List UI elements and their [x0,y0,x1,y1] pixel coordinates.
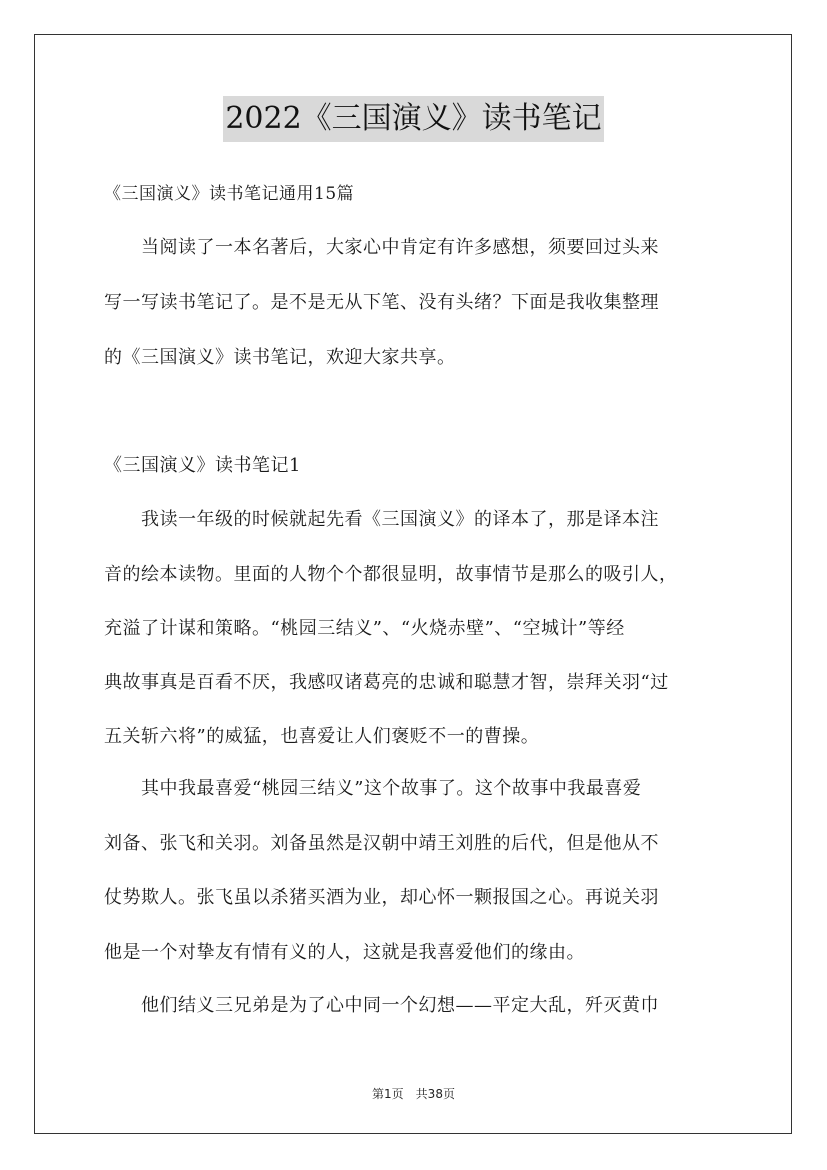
document-title: 2022《三国演义》读书笔记 [223,96,603,142]
paragraph-line: 刘备、张飞和关羽。刘备虽然是汉朝中靖王刘胜的后代，但是他从不 [104,833,659,854]
section-heading: 《三国演义》读书笔记1 [104,455,301,476]
page-footer: 第1页 共38页 [372,1087,455,1101]
title-container [0,96,827,142]
paragraph-line: 充溢了计谋和策略。“桃园三结义”、“火烧赤壁”、“空城计”等经 [104,618,625,639]
paragraph-line: 他们结义三兄弟是为了心中同一个幻想——平定大乱，歼灭黄巾 [104,995,659,1016]
paragraph-line: 五关斩六将”的威猛，也喜爱让人们褒贬不一的曹操。 [104,726,540,747]
intro-line: 当阅读了一本名著后，大家心中肯定有许多感想，须要回过头来 [104,237,659,258]
intro-line: 写一写读书笔记了。是不是无从下笔、没有头绪？下面是我收集整理 [104,292,659,313]
paragraph-line: 典故事真是百看不厌，我感叹诸葛亮的忠诚和聪慧才智，崇拜关羽“过 [104,672,669,693]
paragraph-line: 其中我最喜爱“桃园三结义”这个故事了。这个故事中我最喜爱 [104,778,642,799]
paragraph-line: 他是一个对挚友有情有义的人，这就是我喜爱他们的缘由。 [104,942,585,963]
paragraph-line: 仗势欺人。张飞虽以杀猪买酒为业，却心怀一颗报国之心。再说关羽 [104,887,659,908]
paragraph-line: 我读一年级的时候就起先看《三国演义》的译本了，那是译本注 [104,509,659,530]
paragraph-line: 音的绘本读物。里面的人物个个都很显明，故事情节是那么的吸引人， [104,564,678,585]
document-subtitle: 《三国演义》读书笔记通用15篇 [104,184,355,204]
intro-line: 的《三国演义》读书笔记，欢迎大家共享。 [104,347,456,368]
